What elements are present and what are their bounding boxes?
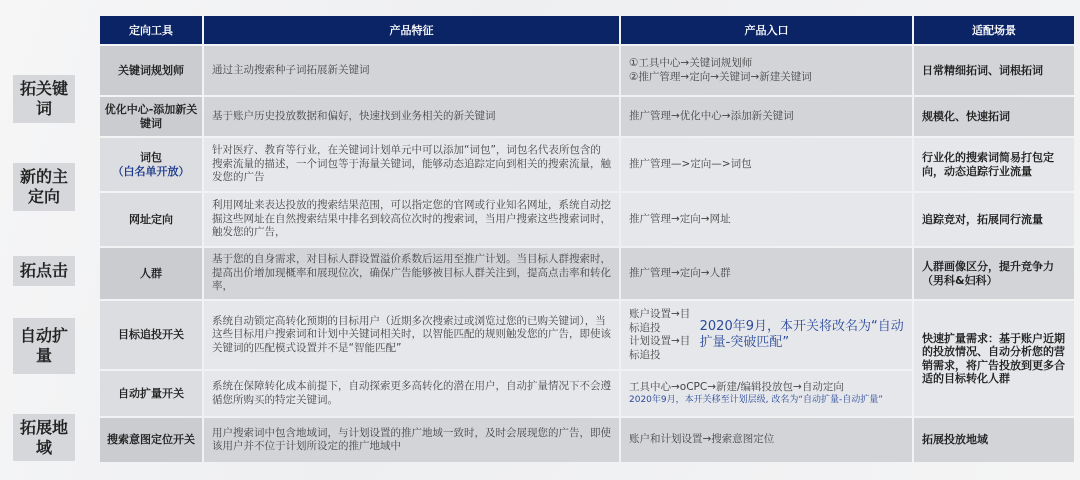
table-row	[100, 138, 1074, 191]
tool-name: 关键词规划师	[100, 46, 202, 95]
rename-note: 2020年9月，本开关移至计划层级, 改名为“自动扩量-自动扩量”	[629, 394, 883, 405]
entry-text: 推广管理→优化中心→添加新关键词	[621, 97, 912, 136]
tool-title: 词包	[140, 151, 162, 164]
entry-text: 推广管理→定向→网址	[621, 193, 912, 246]
entry-line: ①工具中心→关键词规划师	[629, 57, 753, 69]
header-entry: 产品入口	[621, 16, 912, 44]
header-feature: 产品特征	[204, 16, 619, 44]
entry-line: 计划设置→目标追投	[629, 335, 691, 361]
feature-text: 系统自动锁定高转化预期的目标用户（近期多次搜索过或浏览过您的已购关键词），当这些目标用户搜索词和计划中关键词相关时，以智能匹配的规则触发您的广告，即使该关键词的匹配模式设置并不是“智能匹配”	[204, 301, 619, 369]
tool-name: 自动扩量开关	[100, 371, 202, 416]
feature-text: 基于账户历史投放数据和偏好，快速找到业务相关的新关键词	[204, 97, 619, 136]
scene-text: 日常精细拓词、词根拓词	[914, 46, 1074, 95]
feature-text: 利用网址来表达投放的搜索结果范围，可以指定您的官网或行业知名网址，系统自动挖掘这些网址在自然搜索结果中排名到较高位次时的搜索词，当用户搜索这些搜索词时，触发您的广告，	[204, 193, 619, 246]
table-header	[100, 16, 1074, 44]
tool-name: 网址定向	[100, 193, 202, 246]
scene-text: 快速扩量需求：基于账户近期的投放情况、自动分析您的营销需求，将广告投放到更多合适的目标转化人群	[914, 301, 1074, 416]
feature-text: 通过主动搜索种子词拓展新关键词	[204, 46, 619, 95]
entry-line: 工具中心→oCPC→新建/编辑投放包→自动定向	[629, 381, 844, 394]
entry-text: 账户和计划设置→搜索意图定位	[621, 418, 912, 462]
table-row	[100, 248, 1074, 299]
table-row	[100, 97, 1074, 136]
feature-text: 系统在保障转化成本前提下，自动探索更多高转化的潜在用户，自动扩量情况下不会遵循您所购买的特定关键词。	[204, 371, 619, 416]
scene-text: 追踪竞对，拓展同行流量	[914, 193, 1074, 246]
tool-name: 目标追投开关	[100, 301, 202, 369]
table-row	[100, 193, 1074, 246]
tool-name: 搜索意图定位开关	[100, 418, 202, 462]
table-row	[100, 301, 1074, 369]
scene-text: 行业化的搜索词简易打包定向，动态追踪行业流量	[914, 138, 1074, 191]
entry-text	[621, 301, 912, 369]
entry-text: 推广管理→定向→人群	[621, 248, 912, 299]
whitelist-note: （白名单开放）	[112, 164, 190, 178]
table-row	[100, 418, 1074, 462]
category-label: 拓关键词	[13, 75, 75, 123]
scene-text: 拓展投放地域	[914, 418, 1074, 462]
category-label: 拓点击	[13, 256, 75, 286]
scene-text: 规模化、快速拓词	[914, 97, 1074, 136]
category-label: 新的主定向	[13, 163, 75, 211]
tool-name	[100, 138, 202, 191]
rename-note: 2020年9月，本开关将改名为“自动扩量-突破匹配”	[699, 319, 904, 350]
targeting-tools-table	[98, 14, 1076, 464]
tool-name: 优化中心-添加新关键词	[100, 97, 202, 136]
scene-text: 人群画像区分，提升竞争力（男科&妇科）	[914, 248, 1074, 299]
entry-text	[621, 46, 912, 95]
feature-text: 针对医疗、教育等行业，在关键词计划单元中可以添加“词包”，词包名代表所包含的搜索流量的描述，一个词包等于海量关键词，能够动态追踪定向到相关的搜索流量，触发您的广告	[204, 138, 619, 191]
category-label: 拓展地域	[13, 414, 75, 461]
header-tool: 定向工具	[100, 16, 202, 44]
header-scene: 适配场景	[914, 16, 1074, 44]
entry-line: ②推广管理→定向→关键词→新建关键词	[629, 70, 812, 83]
entry-text	[621, 371, 912, 416]
tool-name: 人群	[100, 248, 202, 299]
entry-text: 推广管理—>定向—>词包	[621, 138, 912, 191]
feature-text: 基于您的自身需求，对目标人群设置溢价系数后运用至推广计划。当目标人群搜索时，提高出价增加现概率和展现位次，确保广告能够被目标人群关注到，提高点击率和转化率，	[204, 248, 619, 299]
table-row	[100, 46, 1074, 95]
entry-line: 账户设置→目标追投	[629, 308, 691, 334]
feature-text: 用户搜索词中包含地域词，与计划设置的推广地域一致时，及时会展现您的广告，即使该用户并不位于计划所设定的推广地域中	[204, 418, 619, 462]
category-label: 自动扩量	[13, 318, 75, 374]
